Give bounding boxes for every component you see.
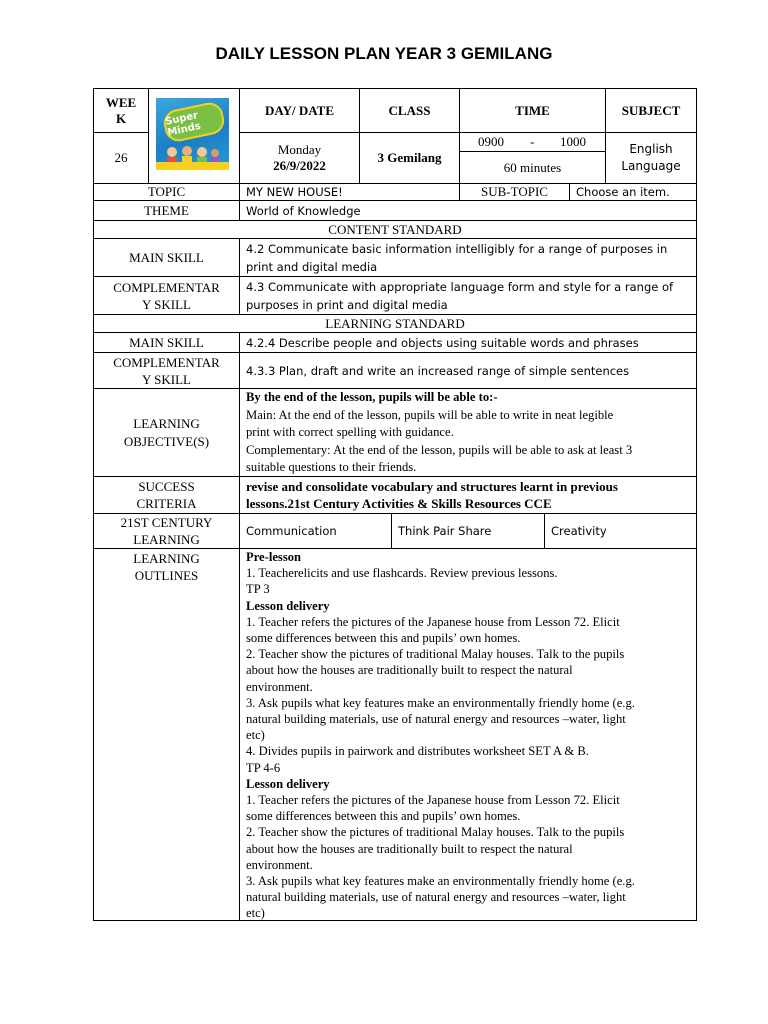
success-criteria-content	[239, 476, 697, 514]
day-date-header: DAY/ DATE	[239, 88, 360, 133]
complementary-content-line1: 4.3 Communicate with appropriate language form and style for a range of	[246, 280, 674, 294]
c21-communication: Communication	[239, 513, 392, 549]
ls-complementary-label-line1: COMPLEMENTAR	[113, 354, 220, 370]
duration-value: 60 minutes	[459, 151, 606, 184]
main-skill-content-line2: print and digital media	[246, 260, 378, 274]
c21-label-line2: LEARNING	[133, 532, 200, 547]
subtopic-label: SUB-TOPIC	[459, 183, 570, 201]
page-title: DAILY LESSON PLAN YEAR 3 GEMILANG	[215, 44, 553, 63]
outline-line: environment.	[246, 679, 313, 694]
outline-line: etc)	[246, 728, 265, 743]
week-value: 26	[93, 132, 149, 184]
learning-outlines-text	[246, 549, 691, 922]
outline-line: TP 3	[246, 582, 270, 597]
outline-line: 2. Teacher show the pictures of traditional Malay houses. Talk to the pupils	[246, 647, 625, 662]
outline-line: Lesson delivery	[246, 776, 330, 791]
lo-line: Main: At the end of the lesson, pupils will be able to write in neat legible	[246, 407, 614, 422]
week-header	[93, 88, 149, 133]
main-skill-label: MAIN SKILL	[93, 238, 240, 277]
outline-line: 3. Ask pupils what key features make an environmentally friendly home (e.g.	[246, 695, 635, 710]
sc-label-line1: SUCCESS	[138, 479, 195, 494]
subject-header: SUBJECT	[605, 88, 697, 133]
outline-line: 3. Ask pupils what key features make an environmentally friendly home (e.g.	[246, 874, 635, 889]
ls-complementary-label	[93, 352, 240, 389]
learning-objectives-text	[246, 389, 691, 477]
outline-label-line1: LEARNING	[133, 551, 200, 566]
learning-outlines-label	[93, 548, 240, 921]
outline-line: 1. Teacherelicits and use flashcards. Review previous lessons.	[246, 566, 558, 581]
subtopic-select[interactable]: Choose an item.	[569, 183, 697, 201]
sc-label-line2: CRITERIA	[136, 496, 197, 511]
outline-line: 1. Teacher refers the pictures of the Japanese house from Lesson 72. Elicit	[246, 793, 620, 808]
week-header-line1: WEE	[105, 94, 137, 110]
c21-label-line1: 21ST CENTURY	[120, 515, 213, 530]
lo-line: Complementary: At the end of the lesson, pupils will be able to ask at least 3	[246, 442, 633, 457]
outline-line: some differences between this and pupils’ own homes.	[246, 809, 521, 824]
theme-label: THEME	[93, 200, 240, 221]
outline-line: 2. Teacher show the pictures of traditional Malay houses. Talk to the pupils	[246, 825, 625, 840]
ls-complementary-label-line2: Y SKILL	[142, 371, 191, 387]
date-value: 26/9/2022	[273, 158, 326, 173]
class-header: CLASS	[359, 88, 460, 133]
outline-line: 4. Divides pupils in pairwork and distributes worksheet SET A & B.	[246, 744, 589, 759]
ls-main-skill-content: 4.2.4 Describe people and objects using suitable words and phrases	[239, 332, 697, 353]
outline-line: Pre-lesson	[246, 550, 302, 564]
main-skill-content-line1: 4.2 Communicate basic information intelligibly for a range of purposes in	[246, 242, 668, 256]
day-date-value	[239, 132, 360, 184]
content-standard-heading: CONTENT STANDARD	[93, 220, 697, 239]
learning-objectives-label	[93, 388, 240, 477]
complementary-label-line1: COMPLEMENTAR	[113, 279, 220, 295]
outline-line: Lesson delivery	[246, 598, 330, 613]
topic-label: TOPIC	[93, 183, 240, 201]
lo-line: print with correct spelling with guidance.	[246, 425, 454, 439]
subject-line1: English	[629, 142, 673, 156]
outline-line: about how the houses are traditionally built to respect the natural	[246, 663, 573, 678]
lo-label-line2: OBJECTIVE(S)	[123, 433, 210, 449]
ls-main-skill-label: MAIN SKILL	[93, 332, 240, 353]
sc-line2: lessons.21st Century Activities & Skills Resources CCE	[246, 496, 552, 511]
time-header: TIME	[459, 88, 606, 133]
book-logo: Super Minds	[161, 100, 226, 144]
c21-creativity: Creativity	[544, 513, 697, 549]
main-skill-content	[239, 238, 697, 277]
outline-line: TP 4-6	[246, 760, 281, 775]
outline-line: natural building materials, use of natural energy and resources –water, light	[246, 890, 626, 905]
sc-line1: revise and consolidate vocabulary and structures learnt in previous	[246, 479, 618, 494]
c21-think-pair-share: Think Pair Share	[391, 513, 545, 549]
time-range	[459, 132, 606, 152]
theme-value: World of Knowledge	[239, 200, 697, 221]
lo-label-line1: LEARNING	[133, 415, 200, 431]
textbook-cover-image	[156, 98, 229, 170]
complementary-content-line2: purposes in print and digital media	[246, 298, 448, 312]
outline-line: some differences between this and pupils’ own homes.	[246, 631, 521, 646]
complementary-skill-content	[239, 276, 697, 315]
learning-standard-heading: LEARNING STANDARD	[93, 314, 697, 333]
time-separator: -	[530, 134, 535, 149]
outline-label-line2: OUTLINES	[134, 568, 199, 583]
outline-line: about how the houses are traditionally built to respect the natural	[246, 841, 573, 856]
week-header-line2: K	[115, 110, 127, 126]
lo-line: suitable questions to their friends.	[246, 460, 417, 474]
outline-line: natural building materials, use of natural energy and resources –water, light	[246, 712, 626, 727]
21st-century-label	[93, 513, 240, 549]
book-band	[156, 162, 229, 170]
complementary-skill-label	[93, 276, 240, 315]
kids-illustration-icon	[162, 144, 222, 164]
outline-line: 1. Teacher refers the pictures of the Japanese house from Lesson 72. Elicit	[246, 614, 620, 629]
time-end: 1000	[560, 134, 586, 149]
subject-value	[605, 132, 697, 184]
class-value: 3 Gemilang	[359, 132, 460, 184]
day-value: Monday	[277, 142, 322, 157]
lo-line: By the end of the lesson, pupils will be able to:-	[246, 390, 498, 404]
outline-line: etc)	[246, 906, 265, 921]
outline-line: environment.	[246, 857, 313, 872]
subject-line2: Language	[621, 159, 681, 173]
topic-value: MY NEW HOUSE!	[239, 183, 460, 201]
ls-complementary-content: 4.3.3 Plan, draft and write an increased range of simple sentences	[239, 352, 697, 389]
success-criteria-label	[93, 476, 240, 514]
complementary-label-line2: Y SKILL	[142, 296, 191, 312]
time-start: 0900	[478, 134, 504, 149]
